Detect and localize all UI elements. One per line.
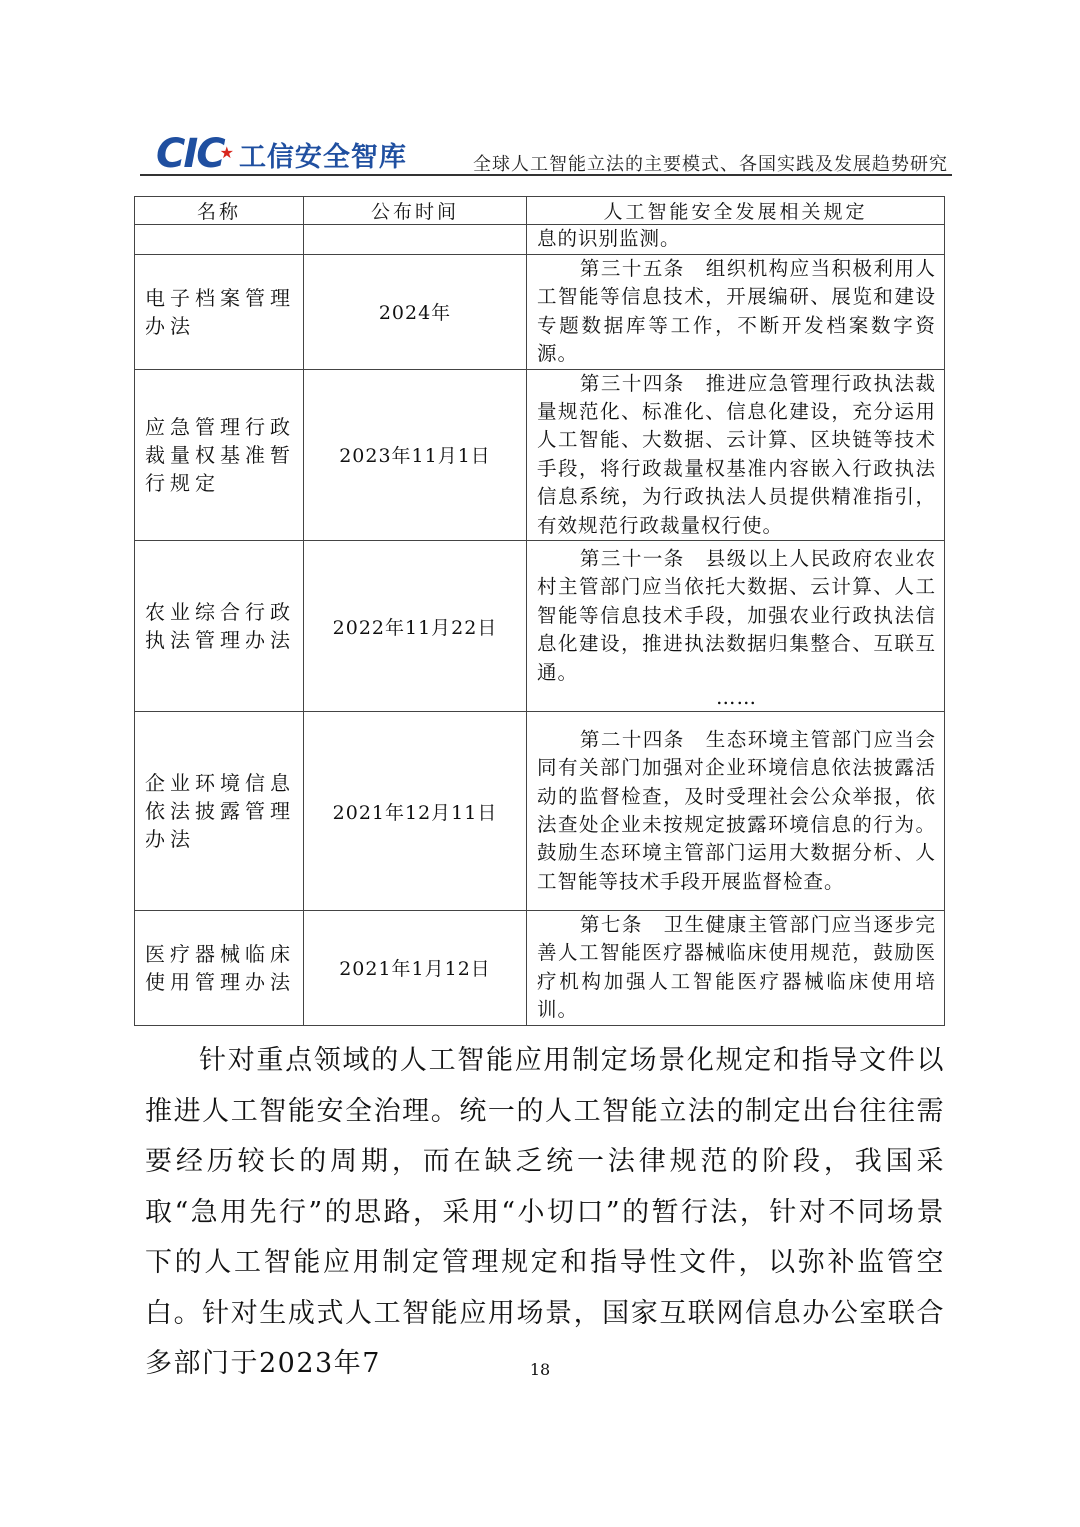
table-row [135, 911, 945, 1026]
provision-text: 第七条 卫生健康主管部门应当逐步完善人工智能医疗器械临床使用规范，鼓励医疗机构加强人工智能医疗器械临床使用培训。 [527, 911, 945, 1026]
publish-date: 2022年11月22日 [304, 541, 527, 712]
regulation-name [135, 225, 304, 255]
ellipsis: …… [716, 686, 757, 710]
regulation-name: 应急管理行政裁量权基准暂行规定 [135, 369, 304, 540]
table-row [135, 541, 945, 712]
publish-date: 2021年1月12日 [304, 911, 527, 1026]
body-paragraph: 针对重点领域的人工智能应用制定场景化规定和指导文件以推进人工智能安全治理。统一的人工智能立法的制定出台往往需要经历较长的周期，而在缺乏统一法律规范的阶段，我国采取“急用先行”的思路，采用“小切口”的暂行法，针对不同场景下的人工智能应用制定管理规定和指导性文件，以弥补监管空白。针对生成式人工智能应用场景，国家互联网信息办公室联合多部门于2023年7 [145, 1045, 945, 1379]
table-row [135, 369, 945, 540]
provision-text: 第三十四条 推进应急管理行政执法裁量规范化、标准化、信息化建设，充分运用人工智能、大数据、云计算、区块链等技术手段，将行政裁量权基准内容嵌入行政执法信息系统，为行政执法人员提供精准指引，有效规范行政裁量权行使。 [527, 369, 945, 540]
logo-text: 工信安全智库 [238, 141, 407, 173]
table-header-row [135, 197, 945, 225]
provision-text: 第二十四条 生态环境主管部门应当会同有关部门加强对企业环境信息依法披露活动的监督检查，及时受理社会公众举报，依法查处企业未按规定披露环境信息的行为。鼓励生态环境主管部门运用大数据分析、人工智能等技术手段开展监督检查。 [527, 712, 945, 911]
regulation-name: 电子档案管理办法 [135, 255, 304, 370]
column-header-date: 公布时间 [304, 197, 527, 225]
cic-logo [156, 131, 407, 177]
column-header-name: 名称 [135, 197, 304, 225]
table-row [135, 225, 945, 255]
provision-cell [527, 541, 945, 712]
running-title: 全球人工智能立法的主要模式、各国实践及发展趋势研究 [473, 154, 948, 175]
publish-date: 2023年11月1日 [304, 369, 527, 540]
logo-cic-letters: CIC [156, 131, 224, 177]
table-row [135, 712, 945, 911]
provision-text: 息的识别监测。 [527, 225, 945, 255]
regulation-name: 企业环境信息依法披露管理办法 [135, 712, 304, 911]
provision-text: 第三十一条 县级以上人民政府农业农村主管部门应当依托大数据、云计算、人工智能等信息技术手段，加强农业行政执法信息化建设，推进执法数据归集整合、互联互通。 [537, 547, 936, 684]
page-number: 18 [529, 1360, 551, 1379]
column-header-provision: 人工智能安全发展相关规定 [527, 197, 945, 225]
publish-date: 2021年12月11日 [304, 712, 527, 911]
regulation-name: 医疗器械临床使用管理办法 [135, 911, 304, 1026]
publish-date: 2024年 [304, 255, 527, 370]
header-divider [140, 174, 952, 176]
page-header [140, 128, 952, 176]
regulations-table [134, 196, 945, 1026]
regulation-name: 农业综合行政执法管理办法 [135, 541, 304, 712]
publish-date [304, 225, 527, 255]
table-row [135, 255, 945, 370]
provision-text: 第三十五条 组织机构应当积极利用人工智能等信息技术，开展编研、展览和建设专题数据库等工作，不断开发档案数字资源。 [527, 255, 945, 370]
star-icon: ★ [219, 142, 234, 162]
